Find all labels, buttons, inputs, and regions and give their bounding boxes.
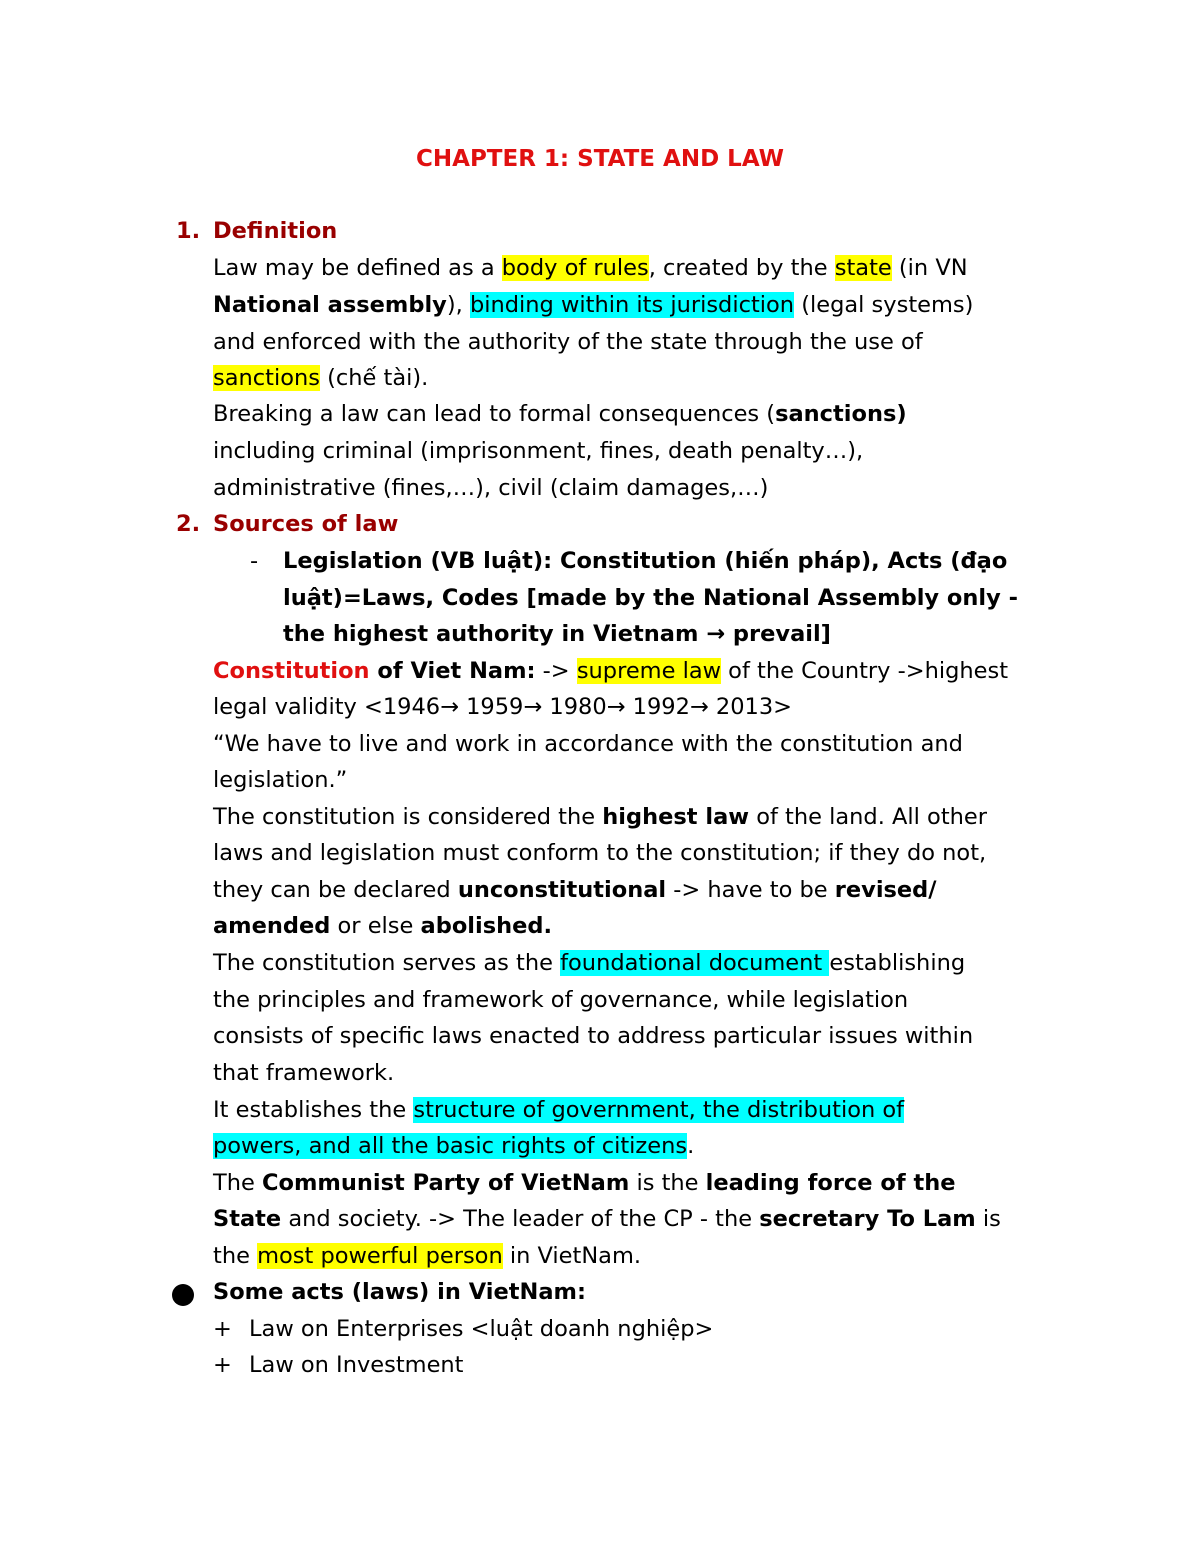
foundational-line-4: that framework.: [213, 1060, 395, 1086]
highlight-binding-jurisdiction: binding within its jurisdiction: [469, 292, 795, 318]
highlight-body-of-rules: body of rules: [501, 255, 649, 281]
highest-law-line-3: they can be declared unconstitutional -> have to be revised/: [213, 877, 937, 903]
party-line-2: State and society. -> The leader of the CP - the secretary To Lam is: [213, 1206, 1001, 1232]
highlight-sanctions: sanctions: [213, 365, 320, 391]
highlight-powers-rights: powers, and all the basic rights of citizens: [213, 1133, 688, 1159]
highlight-structure-of-government: structure of government, the distribution of: [413, 1097, 905, 1123]
definition-line-6: including criminal (imprisonment, fines, death penalty…),: [213, 438, 864, 464]
section-heading-sources: Sources of law: [213, 511, 399, 537]
bullet-icon: [172, 1284, 194, 1306]
definition-line-4: sanctions (chế tài).: [213, 365, 429, 391]
highest-law-line-2: laws and legislation must conform to the constitution; if they do not,: [213, 840, 987, 866]
party-line-3: the most powerful person in VietNam.: [213, 1243, 642, 1269]
acts-heading: Some acts (laws) in VietNam:: [213, 1279, 586, 1305]
highlight-state: state: [834, 255, 892, 281]
highest-law-line-1: The constitution is considered the highest law of the land. All other: [213, 804, 987, 830]
definition-line-7: administrative (fines,…), civil (claim damages,…): [213, 475, 769, 501]
definition-line-2: National assembly), binding within its jurisdiction (legal systems): [213, 292, 974, 318]
plus-marker: +: [213, 1316, 232, 1342]
definition-line-5: Breaking a law can lead to formal consequences (sanctions): [213, 401, 907, 427]
highlight-foundational-document: foundational document: [560, 950, 830, 976]
foundational-line-2: the principles and framework of governance, while legislation: [213, 987, 909, 1013]
constitution-line-2: legal validity <1946→ 1959→ 1980→ 1992→ 2013>: [213, 694, 793, 720]
highest-law-line-4: amended or else abolished.: [213, 913, 553, 939]
party-line-1: The Communist Party of VietNam is the leading force of the: [213, 1170, 956, 1196]
page-title: CHAPTER 1: STATE AND LAW: [416, 146, 784, 172]
section-number-2: 2.: [176, 511, 201, 537]
legislation-line-1: Legislation (VB luật): Constitution (hiến pháp), Acts (đạo: [283, 548, 1008, 574]
constitution-line-1: Constitution of Viet Nam: -> supreme law of the Country ->highest: [213, 658, 1009, 684]
legislation-line-3: the highest authority in Vietnam → prevail]: [283, 621, 831, 647]
establishes-line-2: powers, and all the basic rights of citizens.: [213, 1133, 695, 1159]
legislation-line-2: luật)=Laws, Codes [made by the National Assembly only -: [283, 585, 1018, 611]
definition-line-1: Law may be defined as a body of rules, created by the state (in VN: [213, 255, 968, 281]
plus-marker: +: [213, 1352, 232, 1378]
section-heading-definition: Definition: [213, 218, 338, 244]
section-number-1: 1.: [176, 218, 201, 244]
quote-line-2: legislation.”: [213, 767, 348, 793]
definition-line-3: and enforced with the authority of the state through the use of: [213, 329, 923, 355]
dash-marker: -: [250, 548, 259, 574]
highlight-most-powerful-person: most powerful person: [257, 1243, 503, 1269]
quote-line-1: “We have to live and work in accordance with the constitution and: [213, 731, 963, 757]
list-item: Law on Enterprises <luật doanh nghiệp>: [249, 1316, 714, 1342]
highlight-supreme-law: supreme law: [576, 658, 722, 684]
foundational-line-1: The constitution serves as the foundational document establishing: [213, 950, 966, 976]
foundational-line-3: consists of specific laws enacted to address particular issues within: [213, 1023, 974, 1049]
list-item: Law on Investment: [249, 1352, 464, 1378]
establishes-line-1: It establishes the structure of government, the distribution of: [213, 1097, 905, 1123]
